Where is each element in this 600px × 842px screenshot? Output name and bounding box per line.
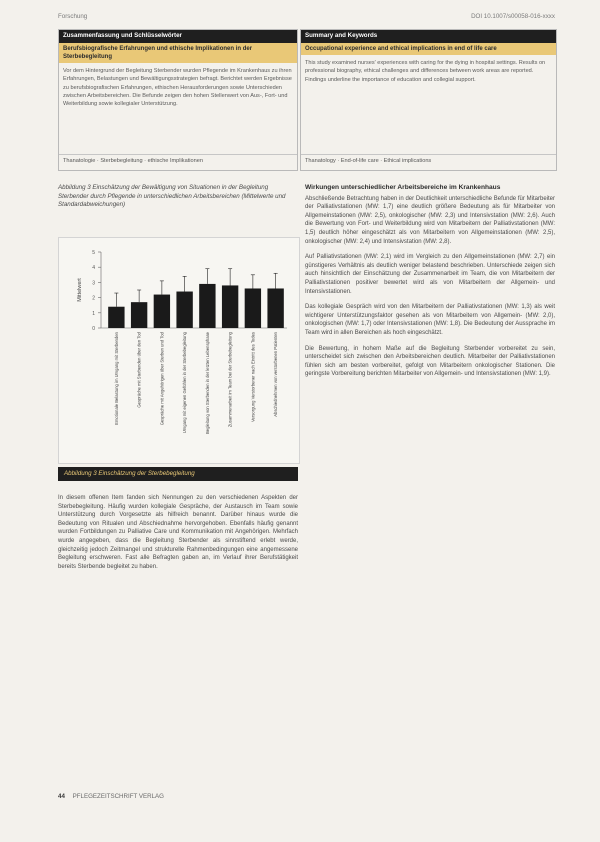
- paragraph: Auf Palliativstationen (MW: 2,1) wird im Vergleich zu den Allgemeinstationen (MW: 2,7) ein günstigeres Verhältnis als deutlich weniger belastend beschrieben. Unterschiede zeigen sich auch hinsichtlich der Einschätzung der Zusammenarbeit im Team, die von Mitarbeitern der Palliativstationen positiver bewertet wird als von Mitarbeitern der Allgemein- und Intensivstationen.: [305, 254, 555, 295]
- x-tick-label: Emotionale Belastung im Umgang mit Sterbenden: [113, 332, 119, 425]
- summary-subtitle: Occupational experience and ethical implications in end of life care: [301, 43, 556, 55]
- figure-caption: Abbildung 3 Einschätzung der Bewältigung von Situationen in der Begleitung Sterbender durch Pflegende in unterschiedlichen Arbeitsbereichen (Mittelwerte und Standardabweichungen): [58, 184, 286, 209]
- bar: [176, 292, 192, 328]
- bar: [131, 302, 147, 328]
- y-axis-label: Mittelwert: [77, 278, 83, 302]
- x-tick-label: Gespräche mit Angehörigen über Sterben und Tod: [159, 332, 165, 426]
- running-head-right: DOI 10.1007/s00058-016-xxxx: [471, 13, 555, 20]
- section-heading: Wirkungen unterschiedlicher Arbeitsbereiche im Krankenhaus: [305, 184, 501, 191]
- y-tick-label: 1: [92, 310, 95, 317]
- summary-body: Vor dem Hintergrund der Begleitung Sterbender wurden Pflegende im Krankenhaus zu ihren Erfahrungen, Belastungen und Bewältigungsstrategien befragt. Berichtet werden Ergebnisse zu berufsbiografischen Erfahrungen, ethischen Herausforderungen sowie Unterschieden zwischen Arbeitsbereichen. Die Befunde zeigen den hohen Stellenwert von Aus-, Fort- und Weiterbildung sowie kollegialer Unterstützung.: [63, 68, 292, 108]
- bar-chart: [59, 238, 299, 463]
- x-tick-label: Versorgung Verstorbener nach Eintritt des Todes: [250, 332, 256, 423]
- bar: [108, 307, 124, 328]
- chart-frame: [58, 237, 300, 464]
- y-tick-label: 0: [92, 326, 95, 332]
- y-tick-label: 3: [92, 280, 95, 287]
- summary-body: This study examined nurses' experiences with caring for the dying in hospital settings. Results on professional biography, ethical challenges and differences between work areas are reported. Findings underline the importance of education and collegial support.: [305, 60, 546, 83]
- page-number: 44: [58, 793, 65, 800]
- paragraph: Die Bewertung, in hohem Maße auf die Begleitung Sterbender vorbereitet zu sein, unterscheidet sich zwischen den Arbeitsbereichen deutlich. Mitarbeiter der Palliativstationen fühlen sich am besten vorbereitet, gefolgt von Mitarbeitern onkologischer Stationen. Die geringste Vorbereitung berichten Mitarbeiter von Allgemein- und Intensivstationen (MW: 1,9).: [305, 345, 555, 378]
- figure-label: Abbildung 3 Einschätzung der Sterbebegleitung: [58, 467, 298, 481]
- x-tick-label: Zusammenarbeit im Team bei der Sterbebegleitung: [227, 332, 233, 428]
- summary-header: Summary and Keywords: [301, 30, 556, 43]
- bar: [267, 288, 283, 328]
- summary-header: Zusammenfassung und Schlüsselwörter: [59, 30, 297, 43]
- paragraph: Abschließende Betrachtung haben in der Deutlichkeit unterschiedliche Befunde für Mitarbeiter der Palliativstationen (MW: 1,7) eine deutlich größere Bedeutung als für Mitarbeiter von Allgemeinstationen (MW: 2,5), onkologischer (MW: 2,3) und Intensivstation (MW: 2,6). Auch die Bewertung von Fort- und Weiterbildung wird von Mitarbeitern der Palliativstationen (MW: 1,5) deutlich höher eingeschätzt als von Mitarbeitern von Allgemeinstationen (MW: 2,5), onkologischer (MW: 2,4) und Intensivstation (MW: 2,8).: [305, 195, 555, 245]
- summary-box-english: [300, 29, 557, 171]
- x-tick-label: Abschiednehmen von verstorbenen Patienten: [273, 332, 279, 417]
- bar: [154, 295, 170, 328]
- body-text-right: [305, 184, 555, 784]
- summary-subtitle: Berufsbiografische Erfahrungen und ethische Implikationen in der Sterbebegleitung: [59, 43, 297, 63]
- y-tick-label: 2: [92, 295, 95, 302]
- x-tick-label: Gespräche mit Sterbenden über den Tod: [136, 332, 142, 408]
- x-tick-label: Begleitung von Sterbenden in der letzten Lebensphase: [204, 332, 210, 434]
- page-footer: [58, 793, 555, 800]
- x-tick-label: Umgang mit eigenen Gefühlen in der Sterbebegleitung: [182, 332, 188, 434]
- paragraph: Das kollegiale Gespräch wird von den Mitarbeitern der Palliativstationen (MW: 1,3) als weit wichtigerer Unterstützungsfaktor gesehen als von Mitarbeitern von Allgemein- (MW: 2,0), onkologischen (MW: 1,7) oder Intensivstationen (MW: 1,8). Die Bedeutung der Aussprache im Team wird in allen Bereichen als hoch eingeschätzt.: [305, 304, 555, 336]
- summary-keywords: Thanatology · End-of-life care · Ethical implications: [301, 154, 556, 170]
- y-tick-label: 4: [92, 265, 95, 272]
- y-tick-label: 5: [92, 250, 95, 256]
- bar: [245, 288, 261, 328]
- running-head-left: Forschung: [58, 13, 88, 20]
- summary-keywords: Thanatologie · Sterbebegleitung · ethische Implikationen: [59, 154, 297, 170]
- publisher-line: PFLEGEZEITSCHRIFT VERLAG: [72, 793, 164, 800]
- summary-box-german: [58, 29, 298, 171]
- body-text-left: In diesem offenen Item fanden sich Nennungen zu den verschiedenen Aspekten der Sterbebegleitung. Häufig wurden kollegiale Gespräche, der Austausch im Team sowie Unterstützung durch Vorgesetzte als hilfreich benannt. Darüber hinaus wurde die Bedeutung von Ritualen und Abschiednahme hervorgehoben. Ebenfalls häufig genannt wurden Fortbildungen zu Palliative Care und Kommunikation mit Angehörigen. Mehrfach wurde angegeben, dass die Begleitung Sterbender als sinnstiftend erlebt werde, gleichzeitig jedoch Zeitmangel und strukturelle Rahmenbedingungen eine angemessene Begleitung erschweren. Fast alle Befragten gaben an, im Verlauf ihrer Berufstätigkeit bereits Sterbende begleitet zu haben.: [58, 495, 298, 570]
- bar: [199, 284, 215, 328]
- bar: [222, 285, 238, 328]
